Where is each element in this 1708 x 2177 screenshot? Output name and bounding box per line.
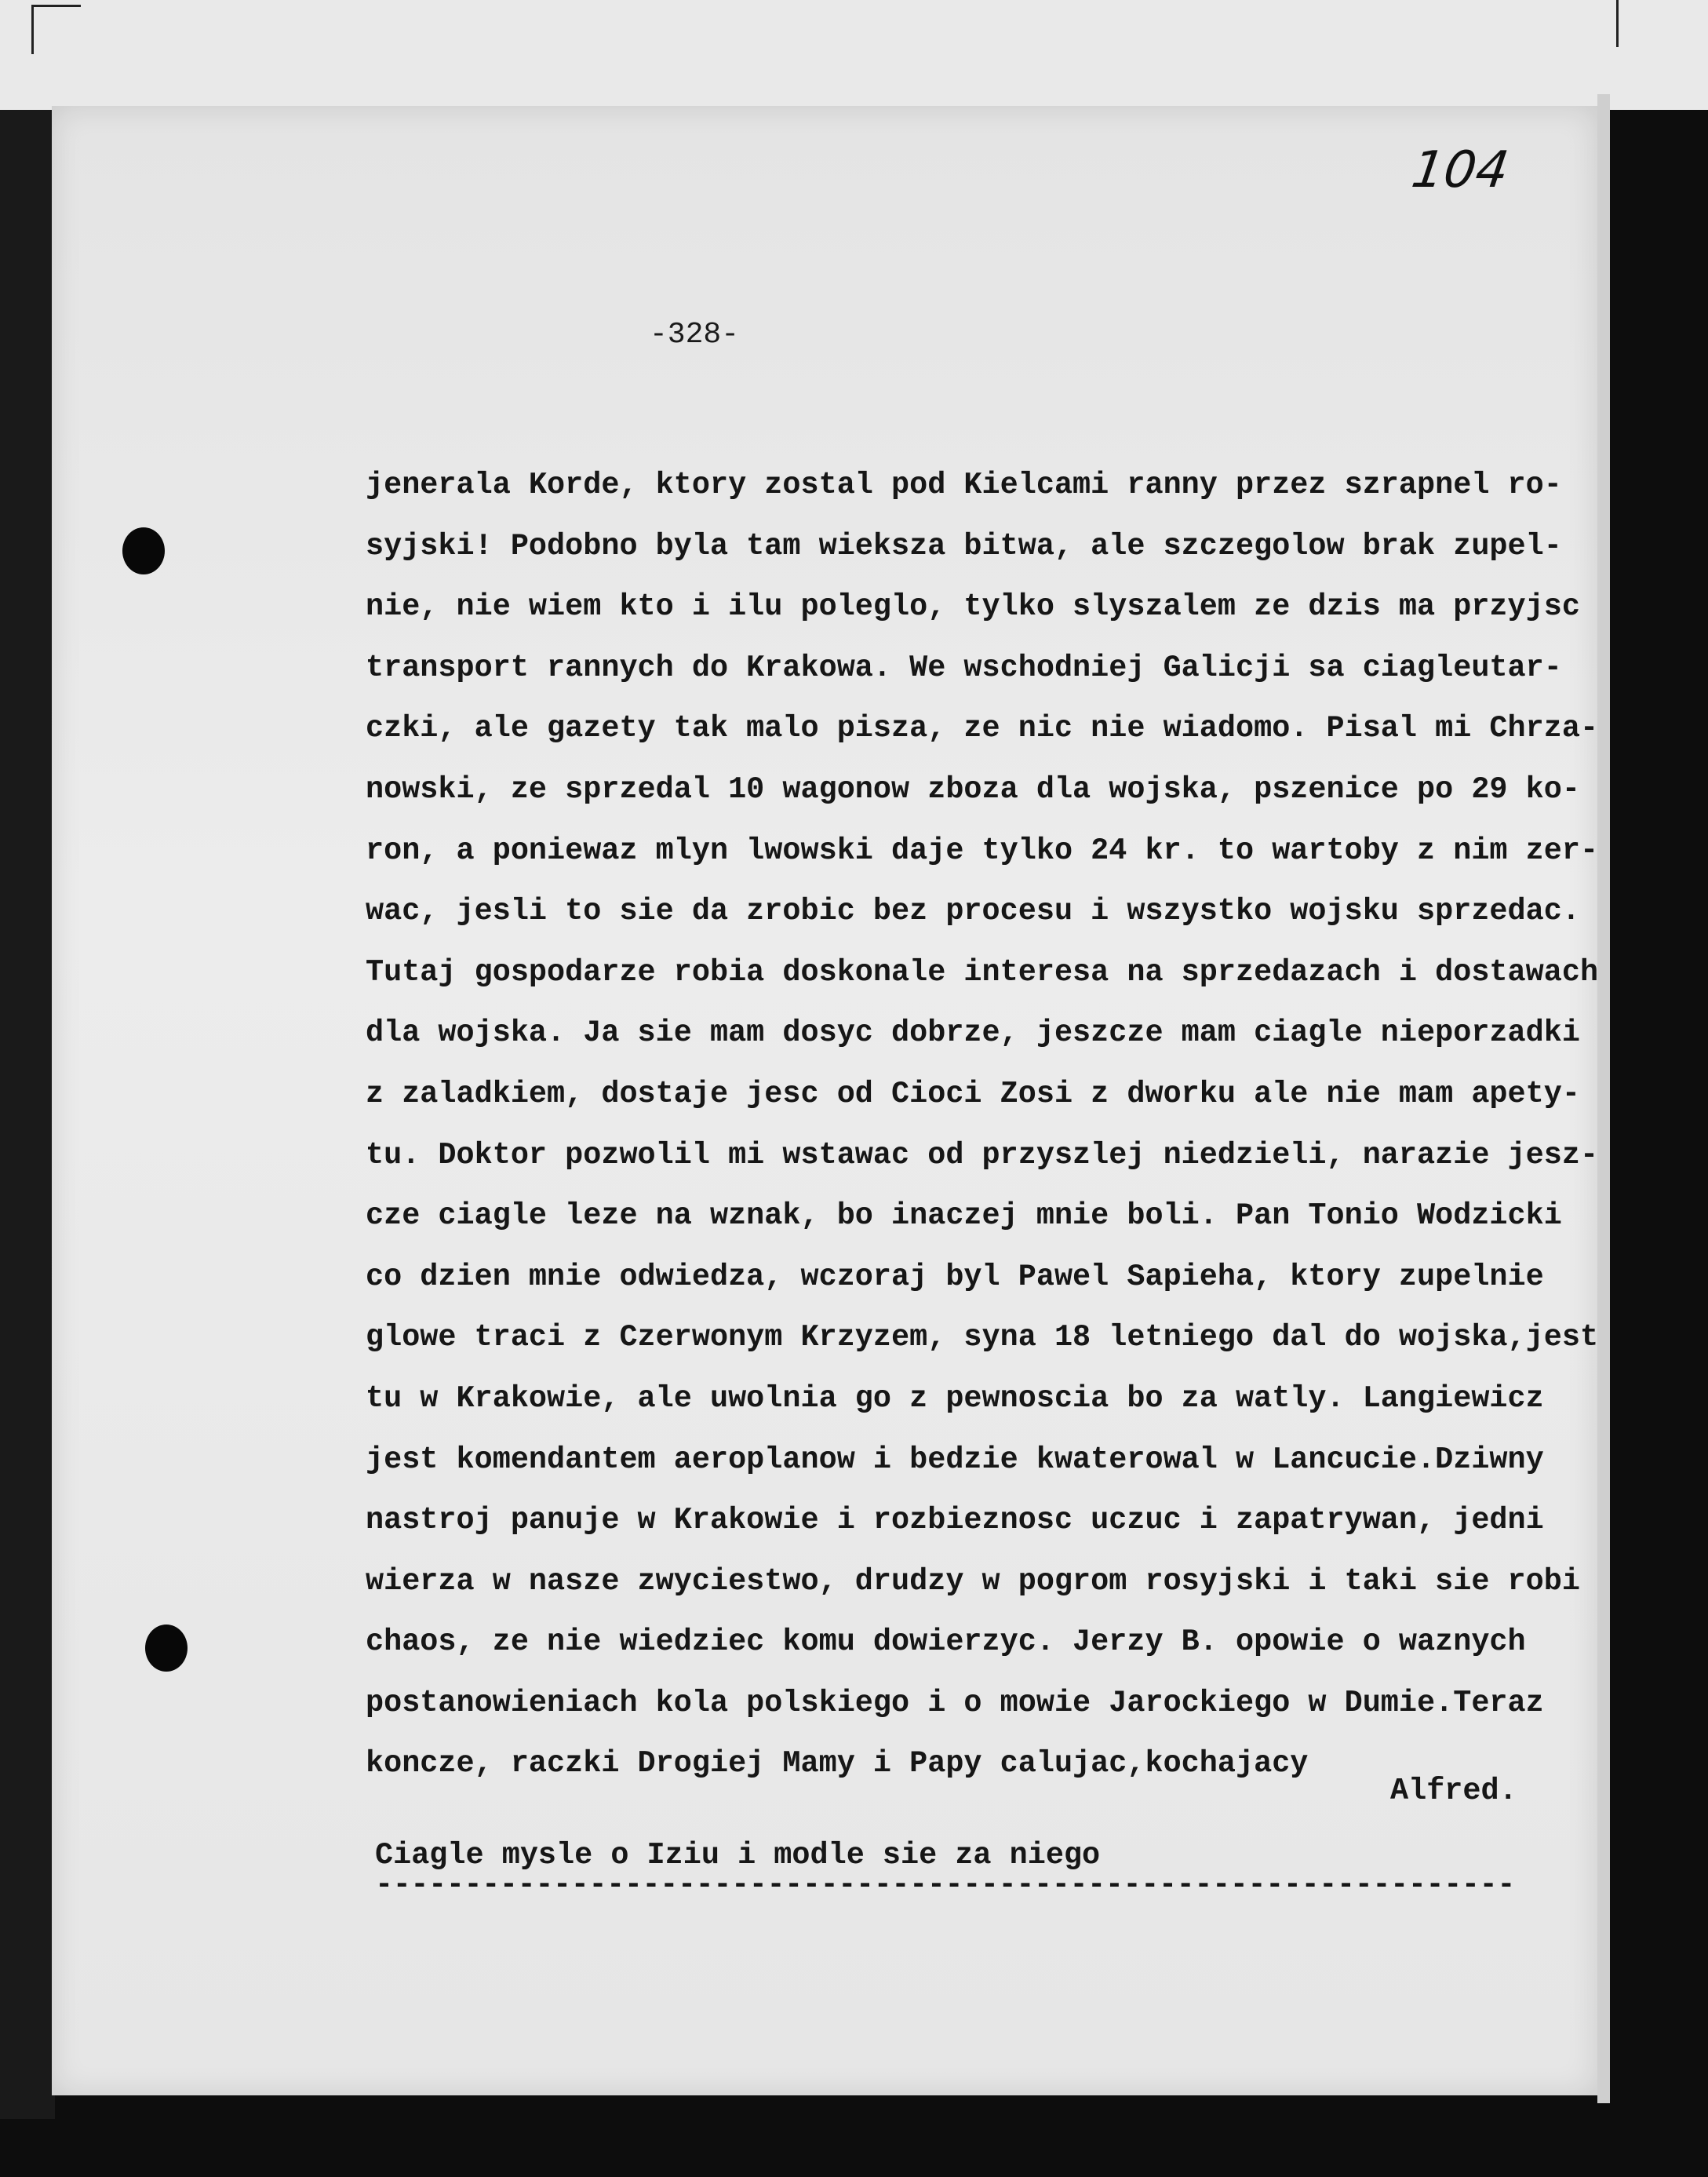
text-line: transport rannych do Krakowa. We wschodniej Galicji sa ciagleutar- xyxy=(366,650,1562,685)
text-line: czki, ale gazety tak malo pisza, ze nic nie wiadomo. Pisal mi Chrza- xyxy=(366,711,1599,746)
archive-number: 104 xyxy=(1408,141,1513,199)
punch-hole xyxy=(122,527,165,574)
signature: Alfred. xyxy=(1390,1774,1517,1808)
text-line: koncze, raczki Drogiej Mamy i Papy calujac,kochajacy xyxy=(366,1746,1309,1781)
text-line: glowe traci z Czerwonym Krzyzem, syna 18 letniego dal do wojska,jest xyxy=(366,1320,1599,1355)
text-line: ron, a poniewaz mlyn lwowski daje tylko 24 kr. to wartoby z nim zer- xyxy=(366,833,1599,868)
punch-hole xyxy=(145,1625,188,1672)
text-line: postanowieniach kola polskiego i o mowie Jarockiego w Dumie.Teraz xyxy=(366,1685,1544,1720)
text-line: Tutaj gospodarze robia doskonale interesa na sprzedazach i dostawach xyxy=(366,954,1599,990)
text-line: jest komendantem aeroplanow i bedzie kwaterowal w Lancucie.Dziwny xyxy=(366,1442,1544,1477)
text-line: z zaladkiem, dostaje jesc od Cioci Zosi z dworku ale nie mam apety- xyxy=(366,1076,1580,1111)
text-line: tu w Krakowie, ale uwolnia go z pewnoscia bo za watly. Langiewicz xyxy=(366,1380,1544,1416)
scan-background-top xyxy=(0,0,1708,110)
text-line: co dzien mnie odwiedza, wczoraj byl Pawel Sapieha, ktory zupelnie xyxy=(366,1259,1544,1294)
text-line: nowski, ze sprzedal 10 wagonow zboza dla wojska, pszenice po 29 ko- xyxy=(366,771,1580,807)
text-line: nastroj panuje w Krakowie i rozbieznosc uczuc i zapatrywan, jedni xyxy=(366,1503,1544,1538)
text-line: tu. Doktor pozwolil mi wstawac od przyszlej niedzieli, narazie jesz- xyxy=(366,1137,1599,1172)
text-line: wac, jesli to sie da zrobic bez procesu i wszystko wojsku sprzedac. xyxy=(366,894,1580,929)
scan-corner-mark xyxy=(1616,0,1619,47)
text-line: wierza w nasze zwyciestwo, drudzy w pogrom rosyjski i taki sie robi xyxy=(366,1563,1580,1599)
text-line: chaos, ze nie wiedziec komu dowierzyc. Jerzy B. opowie o waznych xyxy=(366,1625,1526,1660)
text-line: cze ciagle leze na wznak, bo inaczej mnie boli. Pan Tonio Wodzicki xyxy=(366,1198,1562,1234)
text-line: nie, nie wiem kto i ilu poleglo, tylko slyszalem ze dzis ma przyjsc xyxy=(366,589,1580,625)
text-line: dla wojska. Ja sie mam dosyc dobrze, jeszcze mam ciagle nieporzadki xyxy=(366,1016,1580,1051)
text-line: jenerala Korde, ktory zostal pod Kielcami ranny przez szrapnel ro- xyxy=(366,468,1562,502)
scan-background-left xyxy=(0,110,55,2119)
postscript: Ciagle mysle o Iziu i modle sie za niego xyxy=(375,1838,1101,1873)
letter-body xyxy=(366,455,1621,1795)
page-number: -328- xyxy=(650,318,740,352)
text-line: syjski! Podobno byla tam wieksza bitwa, ale szczegolow brak zupel- xyxy=(366,528,1562,563)
scan-corner-mark xyxy=(31,5,81,54)
separator-line: ---------------------------------------------------------------- xyxy=(375,1868,1516,1902)
